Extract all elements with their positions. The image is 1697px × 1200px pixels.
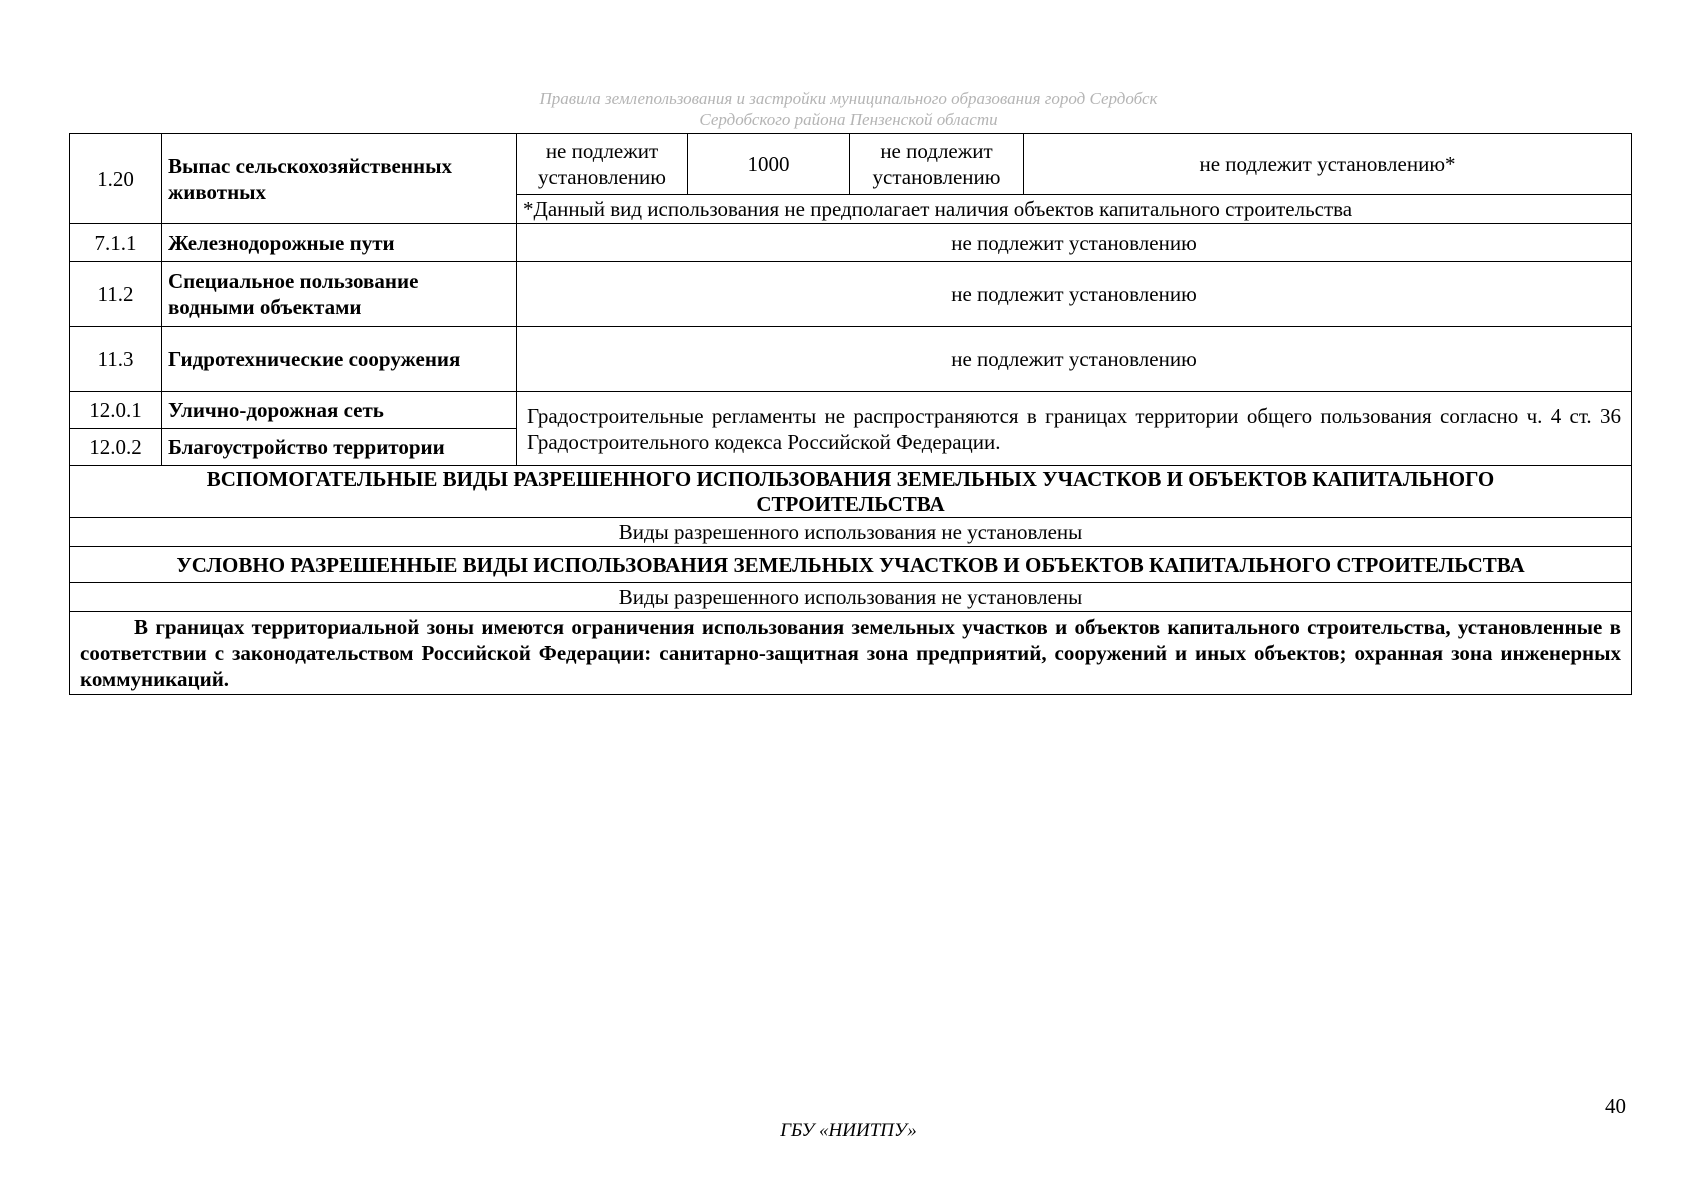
param-cell: 1000 [688,134,850,195]
section-title-conditional: УСЛОВНО РАЗРЕШЕННЫЕ ВИДЫ ИСПОЛЬЗОВАНИЯ ЗЕМЕЛЬНЫХ УЧАСТКОВ И ОБЪЕКТОВ КАПИТАЛЬНОГО СТРОИТЕЛЬСТВА [70,547,1632,583]
param-cell: не подлежит установлению* [1024,134,1632,195]
section-value-conditional: Виды разрешенного использования не установлены [70,583,1632,612]
row-name: Благоустройство территории [162,429,517,466]
value-cell: не подлежит установлению [517,224,1632,262]
param-cell: не подлежит установлению [517,134,688,195]
row-code: 12.0.2 [70,429,162,466]
footnote-cell: *Данный вид использования не предполагает наличия объектов капитального строительства [517,195,1632,224]
row-code: 1.20 [70,134,162,224]
table-row [70,612,1632,695]
restrictions-text: В границах территориальной зоны имеются ограничения использования земельных участков и объектов капитального строительства, установленные в соответствии с законодательством Российской Федерации: санитарно-защитная зона предприятий, сооружений и иных объектов; охранная зона инженерных коммуникаций. [70,612,1632,695]
row-name: Специальное пользование водными объектами [162,262,517,327]
footer: ГБУ «НИИТПУ» [780,1120,917,1141]
section-value-aux: Виды разрешенного использования не установлены [70,518,1632,547]
row-name: Железнодорожные пути [162,224,517,262]
section-header-row [70,547,1632,583]
value-cell: не подлежит установлению [517,262,1632,327]
row-name: Гидротехнические сооружения [162,327,517,392]
row-code: 12.0.1 [70,392,162,429]
regulations-table [69,133,1632,695]
row-code: 7.1.1 [70,224,162,262]
section-header-row [70,466,1632,518]
param-cell: не подлежит установлению [850,134,1024,195]
value-cell: не подлежит установлению [517,327,1632,392]
table-row [70,392,1632,429]
table-row [70,224,1632,262]
row-name: Выпас сельскохозяйственных животных [162,134,517,224]
value-cell: Градостроительные регламенты не распространяются в границах территории общего пользования согласно ч. 4 ст. 36 Градостроительного кодекса Российской Федерации. [517,392,1632,466]
table-row [70,583,1632,612]
table-row [70,327,1632,392]
table-row [70,262,1632,327]
table-row [70,134,1632,195]
header-line-2: Сердобского района Пензенской области [699,110,998,129]
page-number: 40 [1605,1094,1626,1118]
table-row [70,518,1632,547]
row-name: Улично-дорожная сеть [162,392,517,429]
header-line-1: Правила землепользования и застройки муниципального образования город Сердобск [539,89,1158,108]
row-code: 11.3 [70,327,162,392]
row-code: 11.2 [70,262,162,327]
section-title-aux: ВСПОМОГАТЕЛЬНЫЕ ВИДЫ РАЗРЕШЕННОГО ИСПОЛЬЗОВАНИЯ ЗЕМЕЛЬНЫХ УЧАСТКОВ И ОБЪЕКТОВ КАПИТАЛЬНОГО СТРОИТЕЛЬСТВА [70,466,1632,518]
